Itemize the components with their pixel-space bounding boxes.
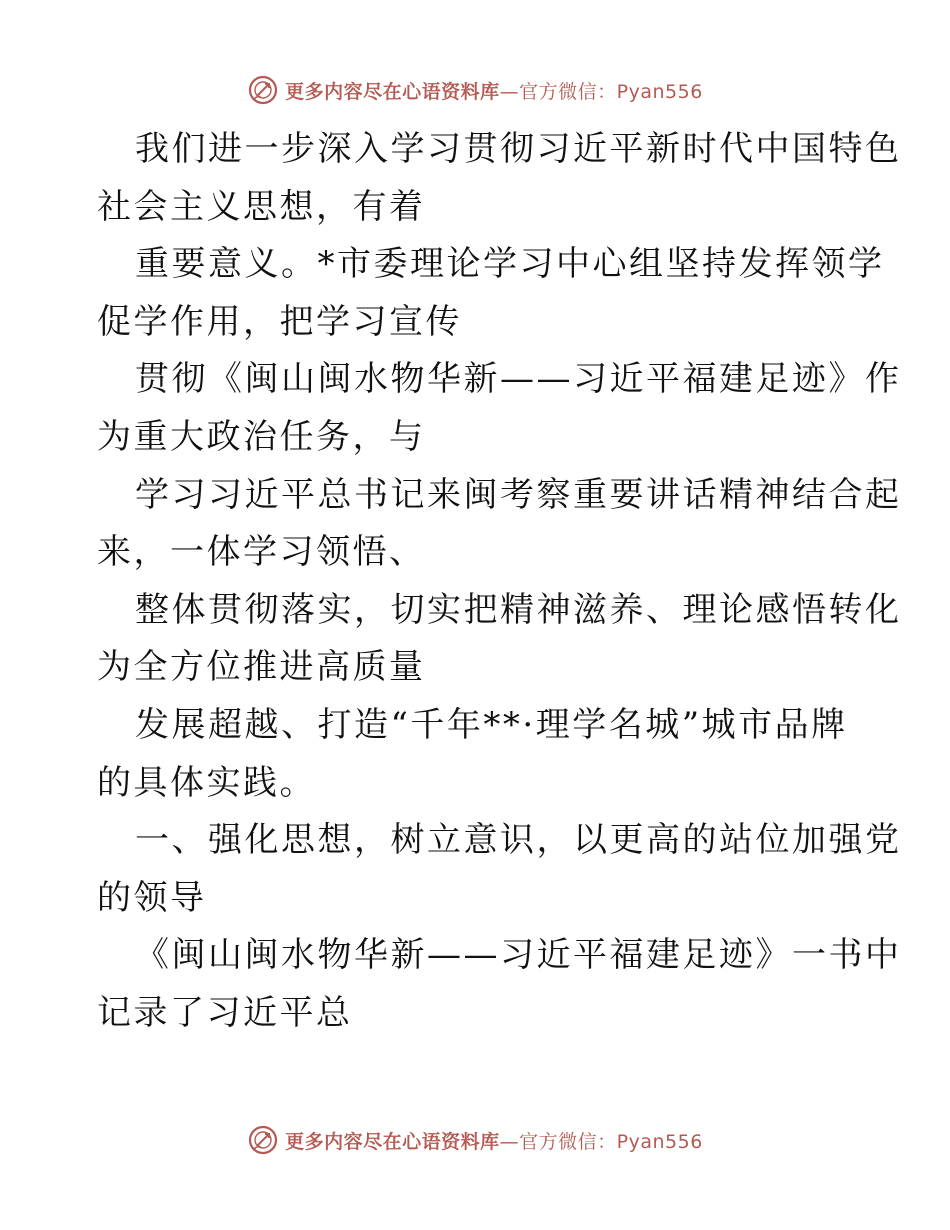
- paragraph-line: 贯彻《闽山闽水物华新——习近平福建足迹》作: [135, 359, 902, 400]
- paragraph-line: 的领导: [97, 877, 207, 918]
- header-brand-text: 更多内容尽在心语资料库: [285, 80, 500, 103]
- document-body: [97, 121, 902, 1043]
- paragraph-line: 为全方位推进高质量: [97, 647, 426, 688]
- paragraph-line: 发展超越、打造“千年**·理学名城”城市品牌: [135, 704, 848, 745]
- paragraph-line: 我们进一步深入学习贯彻习近平新时代中国特色: [135, 129, 902, 169]
- paragraph-line: 重要意义。*市委理论学习中心组坚持发挥领学: [135, 244, 885, 285]
- paragraph-line: 学习习近平总书记来闽考察重要讲话精神结合起: [135, 474, 902, 515]
- footer-brand-text: 更多内容尽在心语资料库: [285, 1130, 500, 1153]
- paragraph-line: 促学作用，把学习宣传: [97, 301, 462, 342]
- footer-contact-text: —官方微信：Pyan556: [499, 1130, 703, 1153]
- paragraph-line: 整体贯彻落实，切实把精神滋养、理论感悟转化: [135, 589, 902, 630]
- paragraph-line: 的具体实践。: [97, 762, 316, 803]
- paragraph-line: 记录了习近平总: [97, 992, 353, 1033]
- seal-logo-icon: [247, 74, 279, 106]
- header-banner: [0, 70, 950, 110]
- paragraph-line: 为重大政治任务，与: [97, 416, 426, 457]
- header-contact-text: —官方微信：Pyan556: [499, 80, 703, 103]
- paragraph-line: 来，一体学习领悟、: [97, 532, 426, 573]
- paragraph-line: 一、强化思想，树立意识，以更高的站位加强党: [135, 820, 902, 861]
- seal-logo-icon: [247, 1124, 279, 1156]
- paragraph-line: 社会主义思想，有着: [97, 186, 426, 227]
- paragraph-line: 《闽山闽水物华新——习近平福建足迹》一书中: [135, 935, 902, 976]
- footer-banner: [0, 1120, 950, 1160]
